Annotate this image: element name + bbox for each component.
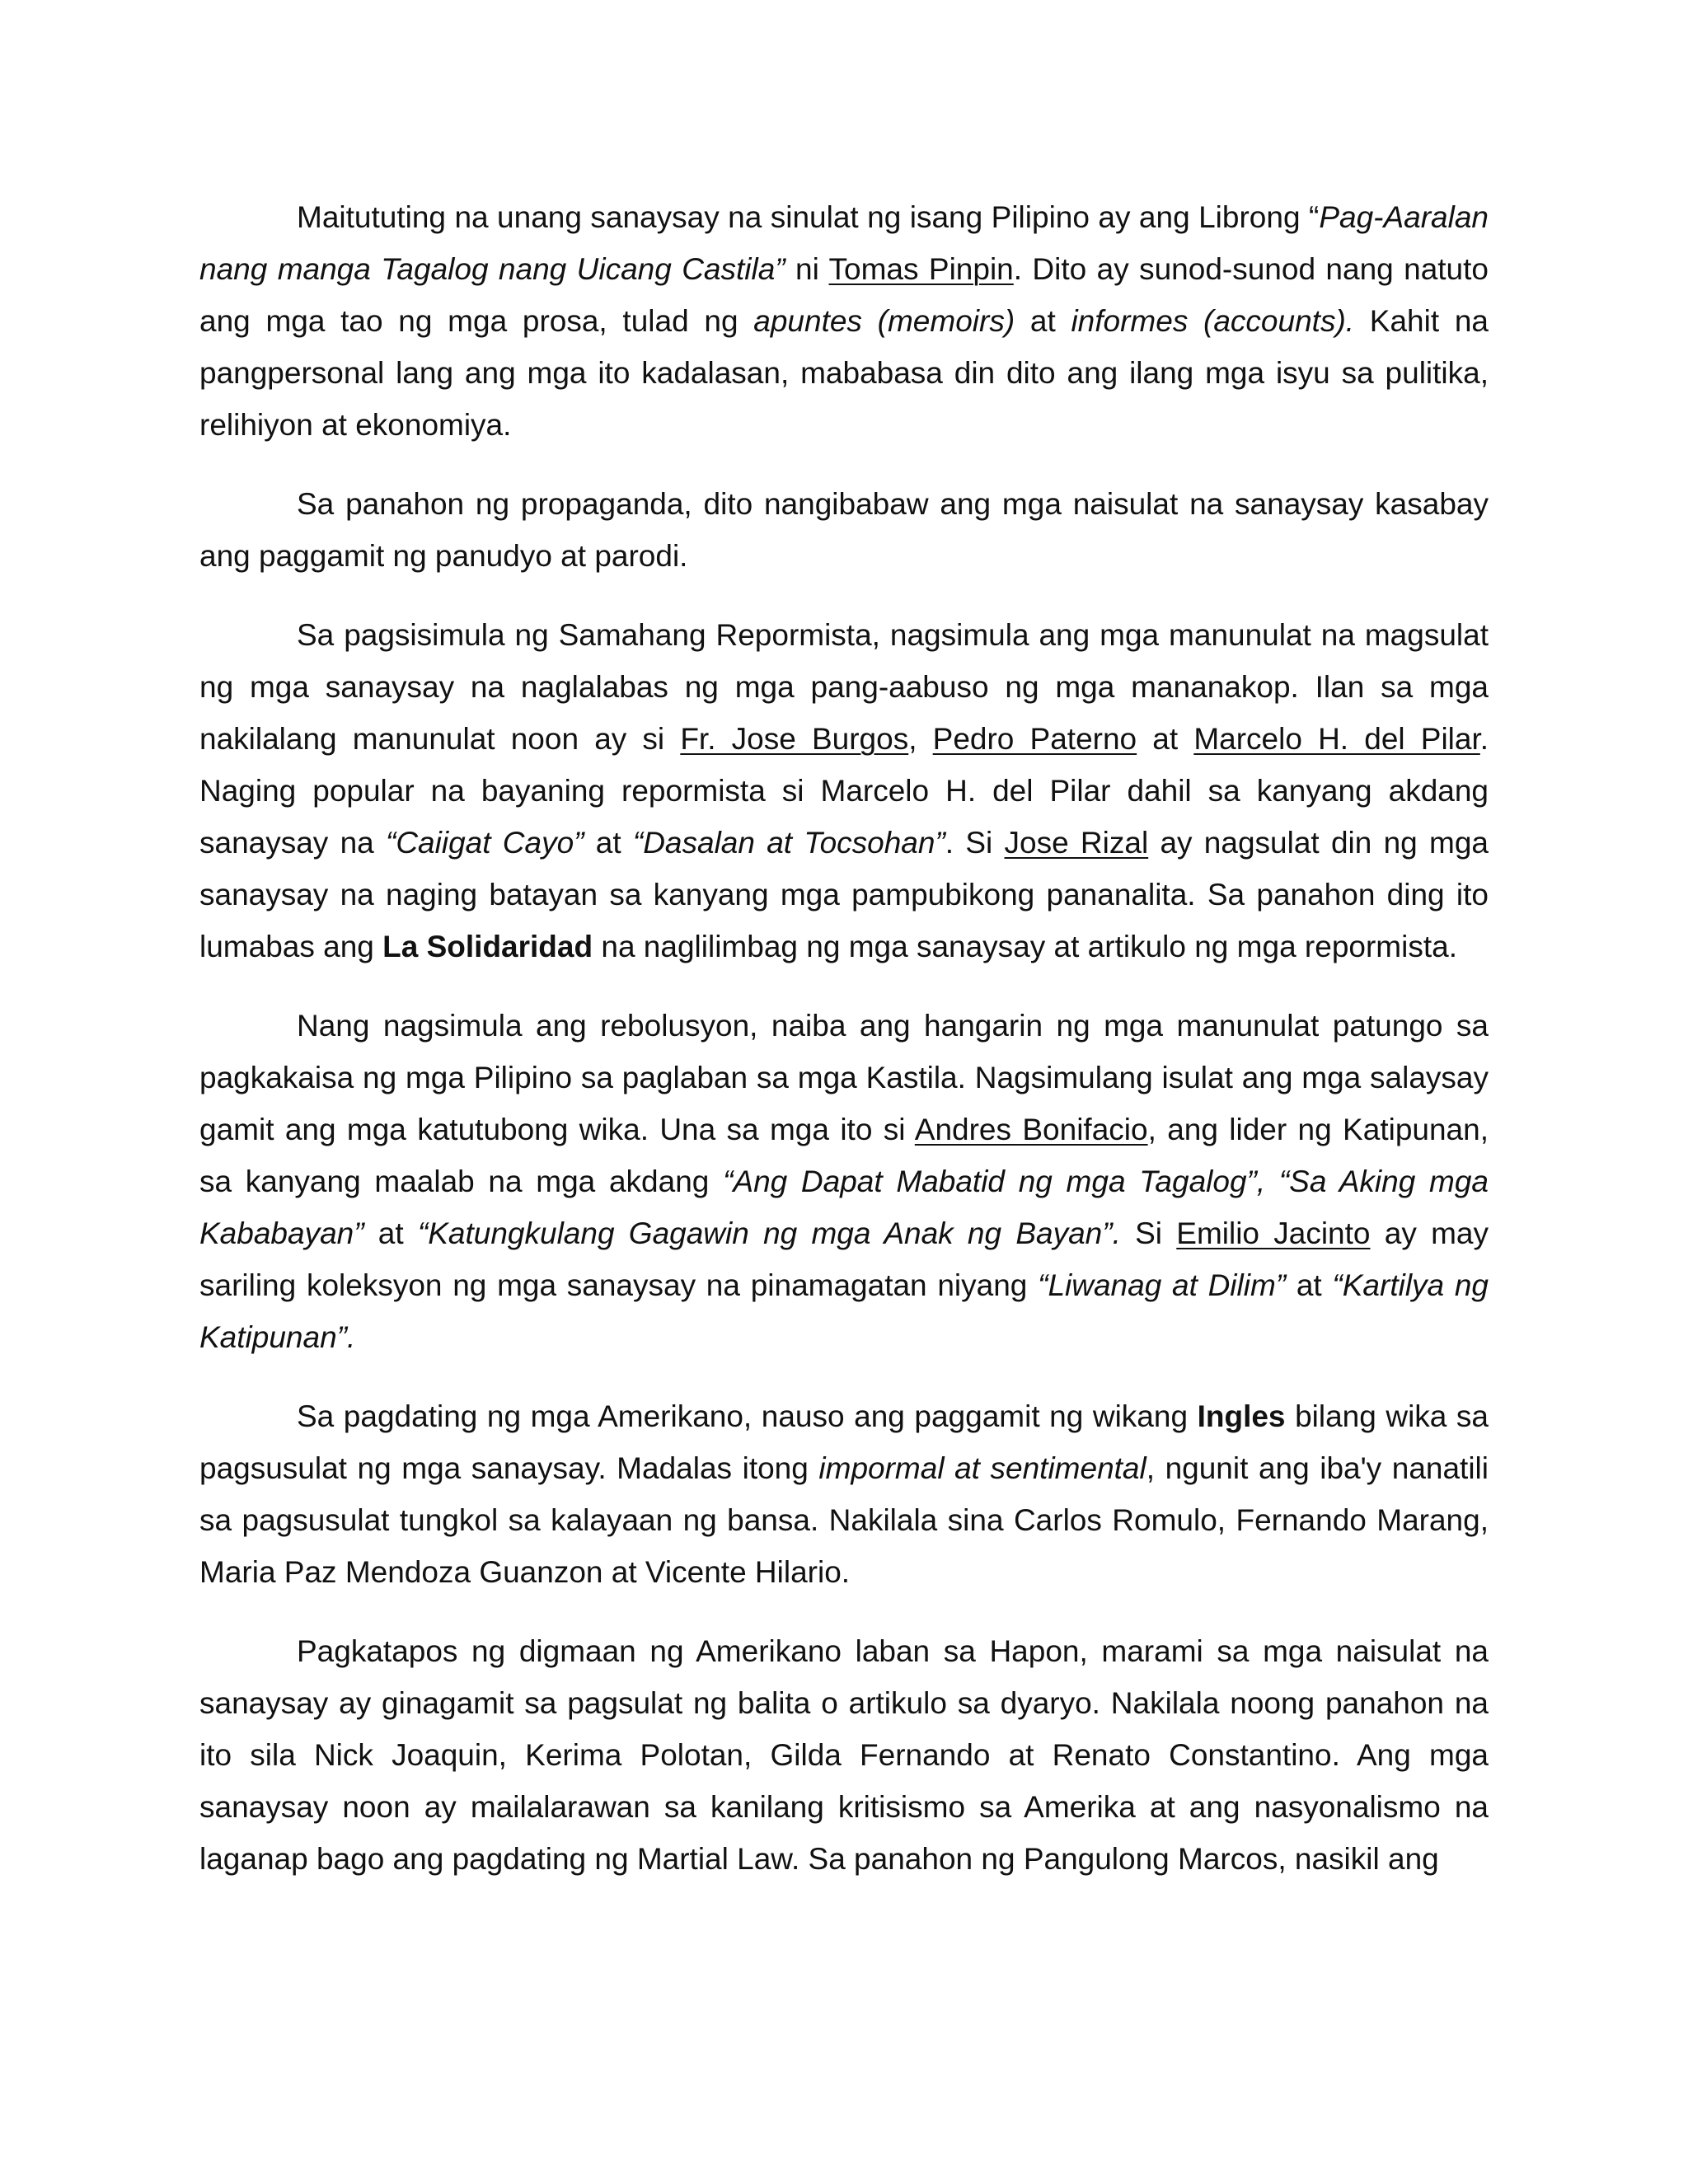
text-run: at <box>584 826 633 860</box>
italic-text: impormal at sentimental <box>818 1451 1146 1485</box>
text-run: at <box>1015 304 1071 338</box>
text-run: Sa pagdating ng mga Amerikano, nauso ang paggamit ng wikang <box>297 1399 1198 1433</box>
text-run: ay nagsulat din ng mga sanaysay na naging batayan sa kanyang mga pampubikong pananalita. Sa panahon ding ito lumabas ang <box>199 826 1489 963</box>
italic-text: “Liwanag at Dilim” <box>1038 1268 1287 1302</box>
paragraph <box>199 1390 1489 1598</box>
text-run: . Dito ay sunod-sunod nang natuto ang mga tao ng mga prosa, tulad ng <box>199 252 1489 338</box>
italic-text: “Caiigat Cayo” <box>386 826 584 860</box>
paragraph <box>199 1000 1489 1363</box>
text-run: . Si <box>945 826 1005 860</box>
underlined-link-text: Emilio Jacinto <box>1176 1216 1371 1250</box>
paragraph <box>199 478 1489 582</box>
text-run: . Naging popular na bayaning repormista si Marcelo H. del Pilar dahil sa kanyang akdang sanaysay na <box>199 722 1489 860</box>
italic-text: “Ang Dapat Mabatid ng mga Tagalog”, “Sa Aking mga Kababayan” <box>199 1165 1489 1250</box>
underlined-link-text: Fr. Jose Burgos <box>680 722 909 756</box>
text-run: Nang nagsimula ang rebolusyon, naiba ang hangarin ng mga manunulat patungo sa pagkakaisa ng mga Pilipino sa paglaban sa mga Kastila. Nagsimulang isulat ang mga salaysay gamit ang mga katutubong wika. Una sa mga ito si <box>199 1009 1489 1146</box>
paragraph <box>199 609 1489 972</box>
italic-text: informes (accounts). <box>1071 304 1355 338</box>
underlined-link-text: Marcelo H. del Pilar <box>1193 722 1480 756</box>
text-run: Pagkatapos ng digmaan ng Amerikano laban sa Hapon, marami sa mga naisulat na sanaysay ay ginagamit sa pagsulat ng balita o artikulo sa dyaryo. Nakilala noong panahon na ito sila Nick Joaquin, Kerima Polotan, Gilda Fernando at Renato Constantino. Ang mga sanaysay noon ay mailalarawan sa kanilang kritisismo sa Amerika at ang nasyonalismo na laganap bago ang pagdating ng Martial Law. Sa panahon ng Pangulong Marcos, nasikil ang <box>199 1634 1489 1876</box>
italic-text: “Kartilya ng Katipunan”. <box>199 1268 1489 1354</box>
text-run: at <box>1286 1268 1333 1302</box>
text-run: bilang wika sa pagsusulat ng mga sanaysay. Madalas itong <box>199 1399 1489 1485</box>
text-run: , ang lider ng Katipunan, sa kanyang maalab na mga akdang <box>199 1113 1489 1198</box>
italic-text: Pag-Aaralan nang manga Tagalog nang Uicang Castila” <box>199 200 1489 286</box>
text-run: Sa panahon ng propaganda, dito nangibabaw ang mga naisulat na sanaysay kasabay ang paggamit ng panudyo at parodi. <box>199 487 1489 573</box>
italic-text: “Dasalan at Tocsohan” <box>632 826 945 860</box>
text-run: at <box>363 1216 418 1250</box>
text-run: Sa pagsisimula ng Samahang Repormista, nagsimula ang mga manunulat na magsulat ng mga sanaysay na naglalabas ng mga pang-aabuso ng mga mananakop. Ilan sa mga nakilalang manunulat noon ay si <box>199 618 1489 756</box>
text-run: ni <box>785 252 829 286</box>
text-run: Kahit na pangpersonal lang ang mga ito kadalasan, mababasa din dito ang ilang mga isyu sa pulitika, relihiyon at ekonomiya. <box>199 304 1489 442</box>
underlined-link-text: Jose Rizal <box>1004 826 1149 860</box>
paragraph <box>199 191 1489 451</box>
text-run: ay may sariling koleksyon ng mga sanaysay na pinamagatan niyang <box>199 1216 1489 1302</box>
italic-text: “Katungkulang Gagawin ng mga Anak ng Bayan”. <box>417 1216 1121 1250</box>
text-run: , <box>908 722 933 756</box>
paragraph <box>199 1625 1489 1885</box>
italic-text: apuntes (memoirs) <box>753 304 1015 338</box>
text-run: at <box>1137 722 1194 756</box>
text-run: na naglilimbag ng mga sanaysay at artikulo ng mga repormista. <box>593 930 1457 963</box>
underlined-link-text: Tomas Pinpin <box>828 252 1014 286</box>
bold-text: La Solidaridad <box>382 930 593 963</box>
document-body <box>199 191 1489 1912</box>
text-run: Maitututing na unang sanaysay na sinulat ng isang Pilipino ay ang Librong “ <box>297 200 1320 234</box>
underlined-link-text: Andres Bonifacio <box>914 1113 1148 1146</box>
text-run: , ngunit ang iba'y nanatili sa pagsusulat tungkol sa kalayaan ng bansa. Nakilala sina Carlos Romulo, Fernando Marang, Maria Paz Mendoza Guanzon at Vicente Hilario. <box>199 1451 1489 1589</box>
bold-text: Ingles <box>1197 1399 1286 1433</box>
text-run: Si <box>1120 1216 1177 1250</box>
underlined-link-text: Pedro Paterno <box>932 722 1137 756</box>
